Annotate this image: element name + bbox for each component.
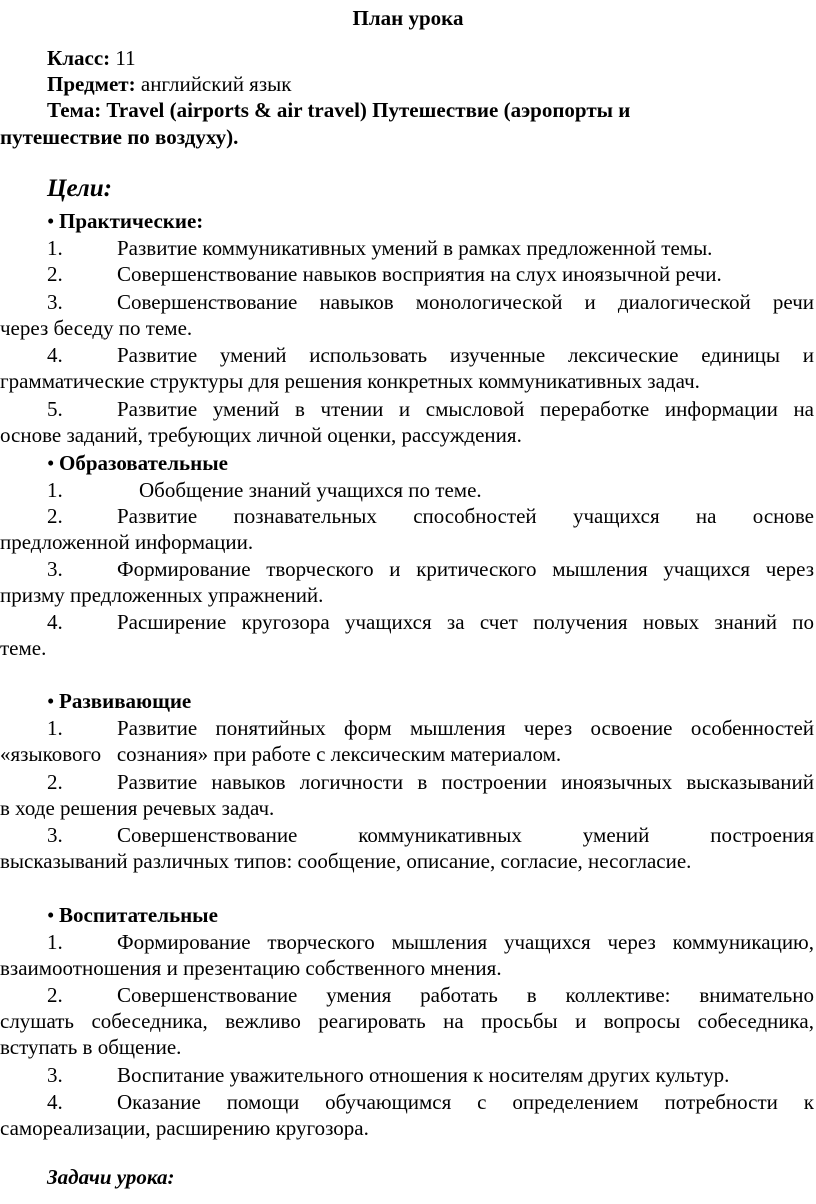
item-number: 1. xyxy=(47,716,63,740)
class-line xyxy=(0,45,814,71)
item-number: 2. xyxy=(47,983,63,1007)
upbringing-item-1 xyxy=(0,929,814,981)
educational-heading xyxy=(47,450,228,476)
subject-value: английский язык xyxy=(135,72,292,96)
item-text-continued: через беседу по теме. xyxy=(0,316,193,340)
item-text: Развитие познавательных способностей учащихся на основе xyxy=(117,504,814,528)
practical-item-4 xyxy=(0,342,814,394)
subject-label: Предмет: xyxy=(47,72,136,96)
item-text: Развитие понятийных форм мышления через освоение особенностей xyxy=(117,716,814,740)
item-text: Совершенствование навыков восприятия на слух иноязычной речи. xyxy=(117,262,722,286)
item-number: 1. xyxy=(47,478,63,502)
item-text: Оказание помощи обучающимся с определением потребности к xyxy=(117,1090,814,1114)
item-text-continued: «языкового сознания» при работе с лексическим материалом. xyxy=(0,742,562,766)
tasks-heading: Задачи урока: xyxy=(47,1165,175,1189)
item-number: 4. xyxy=(47,1090,63,1114)
upbringing-heading-label: Воспитательные xyxy=(59,903,218,927)
bullet-icon: • xyxy=(47,209,55,233)
bullet-icon: • xyxy=(47,451,55,475)
item-text: Совершенствование навыков монологической и диалогической речи xyxy=(117,290,814,314)
item-number: 2. xyxy=(47,504,63,528)
item-text: Развитие умений в чтении и смысловой переработке информации на xyxy=(117,397,814,421)
item-text-continued: взаимоотношения и презентацию собственного мнения. xyxy=(0,956,502,980)
item-text: Развитие коммуникативных умений в рамках предложенной темы. xyxy=(117,236,713,260)
item-number: 4. xyxy=(47,343,63,367)
item-text: Развитие умений использовать изученные лексические единицы и xyxy=(117,343,814,367)
item-text-continued-2: вступать в общение. xyxy=(0,1035,182,1059)
item-text: Обобщение знаний учащихся по теме. xyxy=(139,478,482,502)
bullet-icon: • xyxy=(47,903,55,927)
developing-item-2 xyxy=(0,769,814,821)
topic-line-2: путешествие по воздуху). xyxy=(0,125,239,149)
developing-item-1 xyxy=(0,715,814,767)
practical-item-2 xyxy=(0,261,814,287)
developing-item-3 xyxy=(0,822,814,874)
item-text: Воспитание уважительного отношения к носителям других культур. xyxy=(117,1063,730,1087)
bullet-icon: • xyxy=(47,689,55,713)
item-text-continued: слушать собеседника, вежливо реагировать на просьбы и вопросы собеседника, xyxy=(0,1009,814,1033)
developing-heading xyxy=(47,688,191,714)
item-text: Совершенствование умения работать в коллективе: внимательно xyxy=(117,983,814,1007)
practical-heading xyxy=(47,208,203,234)
item-text: Формирование творческого и критического мышления учащихся через xyxy=(117,557,814,581)
practical-item-3 xyxy=(0,289,814,341)
educational-item-2 xyxy=(0,503,814,555)
item-number: 3. xyxy=(47,1063,63,1087)
item-number: 3. xyxy=(47,823,63,847)
developing-heading-label: Развивающие xyxy=(59,689,192,713)
class-label: Класс: xyxy=(47,46,111,70)
document-title: План урока xyxy=(352,6,464,30)
upbringing-item-2 xyxy=(0,982,814,1060)
practical-heading-label: Практические: xyxy=(59,209,204,233)
class-value: 11 xyxy=(110,46,136,70)
item-text: Совершенствование коммуникативных умений построения xyxy=(117,823,814,847)
topic-line-1: Тема: Travel (airports & air travel) Путешествие (аэропорты и xyxy=(47,98,631,122)
educational-item-3 xyxy=(0,556,814,608)
item-text-continued: основе заданий, требующих личной оценки, рассуждения. xyxy=(0,423,522,447)
item-text-continued: предложенной информации. xyxy=(0,530,254,554)
practical-item-5 xyxy=(0,396,814,448)
item-text-continued: самореализации, расширению кругозора. xyxy=(0,1116,369,1140)
item-text-continued: высказываний различных типов: сообщение, описание, согласие, несогласие. xyxy=(0,849,692,873)
item-text-continued: теме. xyxy=(0,636,47,660)
item-text-continued: грамматические структуры для решения конкретных коммуникативных задач. xyxy=(0,369,700,393)
item-text: Развитие навыков логичности в построении иноязычных высказываний xyxy=(117,770,814,794)
item-text-continued: в ходе решения речевых задач. xyxy=(0,796,275,820)
item-number: 4. xyxy=(47,610,63,634)
topic-block xyxy=(0,97,700,151)
item-number: 1. xyxy=(47,930,63,954)
item-text: Расширение кругозора учащихся за счет получения новых знаний по xyxy=(117,610,814,634)
item-text-continued: призму предложенных упражнений. xyxy=(0,583,324,607)
practical-item-1 xyxy=(0,235,814,261)
item-number: 1. xyxy=(47,236,63,260)
upbringing-item-3 xyxy=(0,1062,814,1088)
item-number: 3. xyxy=(47,557,63,581)
item-number: 5. xyxy=(47,397,63,421)
educational-item-1 xyxy=(0,477,814,503)
item-number: 2. xyxy=(47,262,63,286)
item-text: Формирование творческого мышления учащихся через коммуникацию, xyxy=(117,930,814,954)
educational-heading-label: Образовательные xyxy=(59,451,228,475)
educational-item-4 xyxy=(0,609,814,661)
goals-heading: Цели: xyxy=(47,175,112,202)
upbringing-item-4 xyxy=(0,1089,814,1141)
item-number: 2. xyxy=(47,770,63,794)
upbringing-heading xyxy=(47,902,218,928)
subject-line xyxy=(0,71,814,97)
item-number: 3. xyxy=(47,290,63,314)
